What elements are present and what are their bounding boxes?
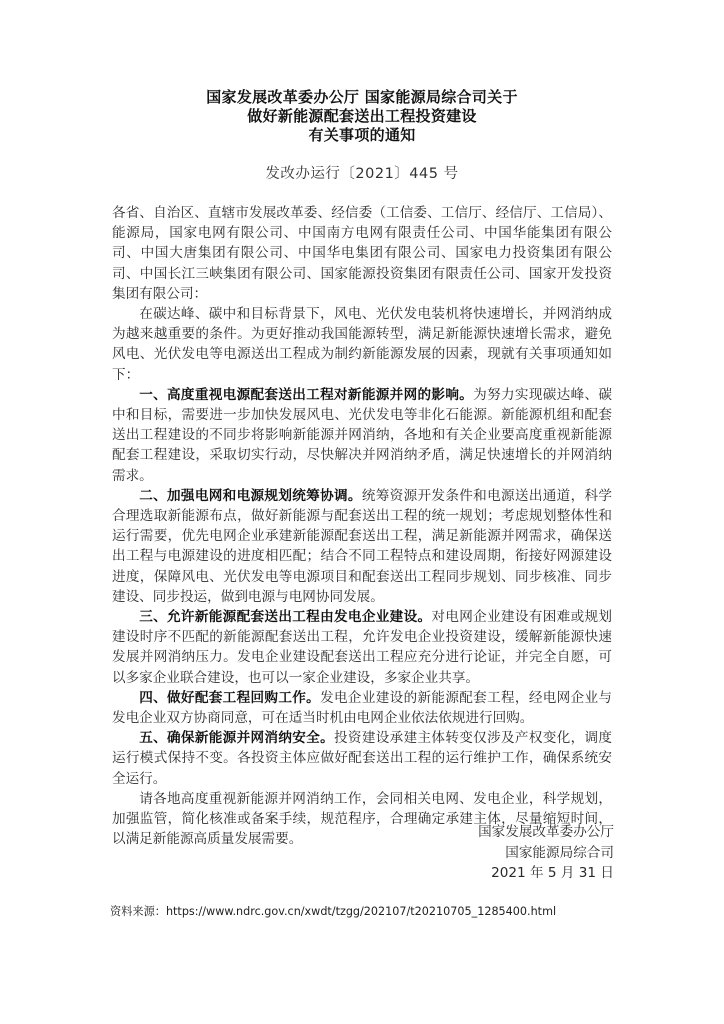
item-paragraph-5 [112, 728, 612, 789]
item-paragraph-2 [112, 486, 612, 607]
item-text-2: 统筹资源开发条件和电源送出通道，科学合理选取新能源布点，做好新能源与配套送出工程的统一规划；考虑规划整体性和运行需要，优先电网企业承建新能源配套送出工程，满足新能源并网需求，确保送出工程与电源建设的进度相匹配；结合不同工程特点和建设周期，衔接好网源建设进度，保障风电、光伏发电等电源项目和配套送出工程同步规划、同步核准、同步建设、同步投运，做到电源与电网协同发展。 [112, 487, 613, 605]
title-line-3: 有关事项的通知 [308, 126, 416, 144]
signature-org-1: 国家发展改革委办公厅 [478, 824, 614, 840]
item-text-1: 为努力实现碳达峰、碳中和目标，需要进一步加快发展风电、光伏发电等非化石能源。新能源机组和配套送出工程建设的不同步将影响新能源并网消纳，各地和有关企业要高度重视新能源配套工程建设，采取切实行动，尽快解决并网消纳矛盾，满足快速增长的并网消纳需求。 [112, 386, 613, 484]
item-heading-3: 三、允许新能源配套送出工程由发电企业建设。 [139, 609, 432, 626]
item-text-5: 投资建设承建主体转变仅涉及产权变化，调度运行模式保持不变。各投资主体应做好配套送出工程的运行维护工作，确保系统安全运行。 [112, 730, 613, 787]
source-label: 资料来源： [110, 905, 166, 918]
addressees-paragraph: 各省、自治区、直辖市发展改革委、经信委（工信委、工信厅、经信厅、工信局）、能源局，国家电网有限公司、中国南方电网有限责任公司、中国华能集团有限公司、中国大唐集团有限公司、中国华电集团有限公司、国家电力投资集团有限公司、中国长江三峡集团有限公司、国家能源投资集团有限责任公司、国家开发投资集团有限公司： [112, 205, 612, 302]
source-url[interactable]: https://www.ndrc.gov.cn/xwdt/tzgg/202107/t20210705_1285400.html [165, 905, 557, 918]
signature-block [478, 822, 614, 884]
title-line-2: 做好新能源配套送出工程投资建设 [247, 107, 477, 125]
item-heading-5: 五、确保新能源并网消纳安全。 [139, 730, 335, 747]
item-paragraph-1 [112, 385, 612, 486]
signature-date: 2021 年 5 月 31 日 [491, 865, 614, 881]
title-line-1: 国家发展改革委办公厅 国家能源局综合司关于 [206, 88, 518, 106]
item-text-4: 发电企业建设的新能源配套工程，经电网企业与发电企业双方协商同意，可在适当时机由电网企业依法依规进行回购。 [112, 689, 613, 727]
source-line [110, 903, 630, 919]
notice-body [112, 203, 612, 850]
item-heading-2: 二、加强电网和电源规划统筹协调。 [139, 487, 362, 504]
item-text-3: 对电网企业建设有困难或规划建设时序不匹配的新能源配套送出工程，允许发电企业投资建设，缓解新能源快速发展并网消纳压力。发电企业建设配套送出工程应充分进行论证，并完全自愿，可以多家企业联合建设，也可以一家企业建设，多家企业共享。 [112, 609, 613, 686]
item-heading-4: 四、做好配套工程回购工作。 [139, 689, 321, 706]
item-heading-1: 一、高度重视电源配套送出工程对新能源并网的影响。 [139, 386, 474, 403]
item-paragraph-4 [112, 688, 612, 728]
intro-paragraph: 在碳达峰、碳中和目标背景下，风电、光伏发电装机将快速增长，并网消纳成为越来越重要的条件。为更好推动我国能源转型，满足新能源快速增长需求，避免风电、光伏发电等电源送出工程成为制约新能源发展的因素，现就有关事项通知如下： [112, 306, 612, 383]
signature-org-2: 国家能源局综合司 [505, 844, 614, 861]
item-paragraph-3 [112, 607, 612, 688]
closing-paragraph: 请各地高度重视新能源并网消纳工作，会同相关电网、发电企业，科学规划，加强监管，简化核准或备案手续，规范程序，合理确定承建主体，尽量缩短时间，以满足新能源高质量发展需要。 [112, 790, 612, 848]
document-number: 发改办运行〔2021〕445 号 [265, 166, 459, 182]
notice-title [0, 88, 724, 145]
